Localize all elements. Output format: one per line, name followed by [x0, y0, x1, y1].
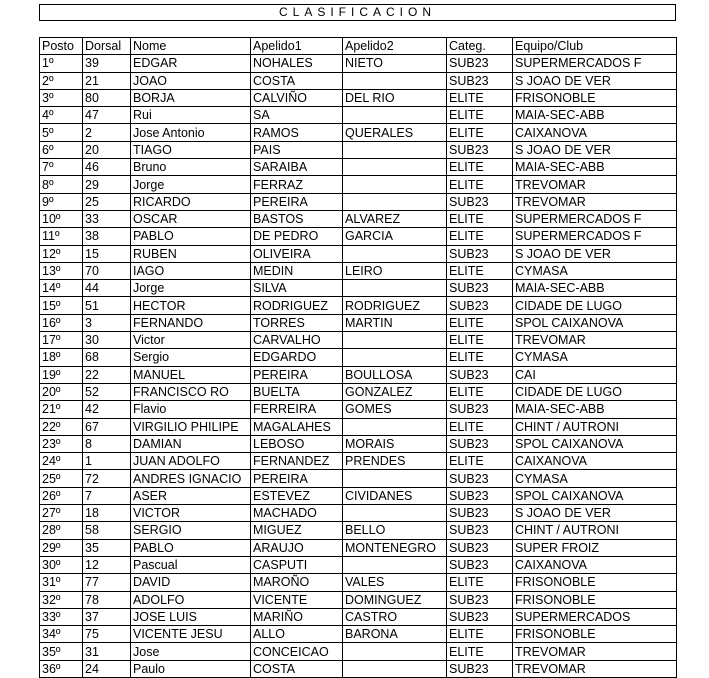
cell-nome: JUAN ADOLFO: [131, 453, 251, 470]
cell-equipo: FRISONOBLE: [513, 89, 677, 106]
cell-posto: 13º: [40, 262, 83, 279]
table-row: [40, 418, 677, 435]
cell-nome: PABLO: [131, 539, 251, 556]
cell-dorsal: 37: [83, 608, 131, 625]
table-row: [40, 574, 677, 591]
cell-posto: 22º: [40, 418, 83, 435]
cell-apelido2: VALES: [343, 574, 447, 591]
cell-equipo: SUPER FROIZ: [513, 539, 677, 556]
cell-dorsal: 31: [83, 643, 131, 660]
cell-nome: Jose Antonio: [131, 124, 251, 141]
cell-apelido1: MAGALAHES: [251, 418, 343, 435]
cell-equipo: SUPERMERCADOS F: [513, 55, 677, 72]
table-row: [40, 314, 677, 331]
cell-apelido2: DEL RIO: [343, 89, 447, 106]
cell-posto: 27º: [40, 505, 83, 522]
cell-nome: Flavio: [131, 401, 251, 418]
cell-categ: ELITE: [447, 107, 513, 124]
cell-categ: SUB23: [447, 366, 513, 383]
cell-dorsal: 80: [83, 89, 131, 106]
cell-apelido1: CONCEICAO: [251, 643, 343, 660]
cell-categ: ELITE: [447, 262, 513, 279]
table-row: [40, 453, 677, 470]
cell-apelido1: OLIVEIRA: [251, 245, 343, 262]
cell-apelido1: VICENTE: [251, 591, 343, 608]
cell-apelido1: PEREIRA: [251, 470, 343, 487]
cell-dorsal: 30: [83, 332, 131, 349]
cell-apelido1: PAIS: [251, 141, 343, 158]
cell-equipo: SPOL CAIXANOVA: [513, 314, 677, 331]
column-header: Nome: [131, 38, 251, 55]
cell-categ: ELITE: [447, 210, 513, 227]
cell-nome: FRANCISCO RO: [131, 383, 251, 400]
cell-equipo: S JOAO DE VER: [513, 72, 677, 89]
cell-posto: 34º: [40, 626, 83, 643]
cell-categ: ELITE: [447, 643, 513, 660]
cell-nome: VICTOR: [131, 505, 251, 522]
cell-categ: SUB23: [447, 141, 513, 158]
cell-posto: 9º: [40, 193, 83, 210]
cell-dorsal: 38: [83, 228, 131, 245]
cell-dorsal: 77: [83, 574, 131, 591]
table-row: [40, 159, 677, 176]
cell-posto: 24º: [40, 453, 83, 470]
cell-nome: Jose: [131, 643, 251, 660]
cell-dorsal: 42: [83, 401, 131, 418]
cell-apelido1: PEREIRA: [251, 366, 343, 383]
cell-categ: SUB23: [447, 470, 513, 487]
cell-nome: IAGO: [131, 262, 251, 279]
cell-apelido2: [343, 107, 447, 124]
cell-apelido1: COSTA: [251, 72, 343, 89]
table-row: [40, 349, 677, 366]
cell-nome: Paulo: [131, 660, 251, 677]
cell-apelido1: EDGARDO: [251, 349, 343, 366]
cell-dorsal: 7: [83, 487, 131, 504]
cell-nome: Pascual: [131, 556, 251, 573]
cell-dorsal: 51: [83, 297, 131, 314]
cell-equipo: TREVOMAR: [513, 643, 677, 660]
cell-apelido1: RODRIGUEZ: [251, 297, 343, 314]
table-row: [40, 556, 677, 573]
cell-nome: Rui: [131, 107, 251, 124]
cell-dorsal: 24: [83, 660, 131, 677]
cell-categ: SUB23: [447, 297, 513, 314]
cell-dorsal: 68: [83, 349, 131, 366]
table-row: [40, 608, 677, 625]
cell-apelido2: BELLO: [343, 522, 447, 539]
cell-apelido2: BOULLOSA: [343, 366, 447, 383]
cell-nome: JOAO: [131, 72, 251, 89]
column-header: Dorsal: [83, 38, 131, 55]
cell-posto: 19º: [40, 366, 83, 383]
cell-equipo: CYMASA: [513, 262, 677, 279]
cell-categ: ELITE: [447, 124, 513, 141]
cell-categ: ELITE: [447, 89, 513, 106]
cell-equipo: S JOAO DE VER: [513, 245, 677, 262]
cell-equipo: FRISONOBLE: [513, 626, 677, 643]
cell-dorsal: 47: [83, 107, 131, 124]
cell-posto: 2º: [40, 72, 83, 89]
table-row: [40, 89, 677, 106]
table-row: [40, 124, 677, 141]
cell-dorsal: 2: [83, 124, 131, 141]
cell-categ: ELITE: [447, 228, 513, 245]
cell-nome: RICARDO: [131, 193, 251, 210]
cell-apelido2: GOMES: [343, 401, 447, 418]
cell-nome: Bruno: [131, 159, 251, 176]
cell-equipo: TREVOMAR: [513, 660, 677, 677]
cell-apelido1: ALLO: [251, 626, 343, 643]
cell-nome: HECTOR: [131, 297, 251, 314]
table-row: [40, 401, 677, 418]
cell-apelido1: MIGUEZ: [251, 522, 343, 539]
table-row: [40, 660, 677, 677]
cell-apelido2: GARCIA: [343, 228, 447, 245]
cell-apelido1: MARIÑO: [251, 608, 343, 625]
cell-categ: ELITE: [447, 314, 513, 331]
cell-dorsal: 12: [83, 556, 131, 573]
cell-nome: RUBEN: [131, 245, 251, 262]
cell-apelido2: [343, 332, 447, 349]
cell-categ: SUB23: [447, 660, 513, 677]
cell-categ: ELITE: [447, 383, 513, 400]
table-row: [40, 141, 677, 158]
table-row: [40, 176, 677, 193]
cell-posto: 7º: [40, 159, 83, 176]
cell-dorsal: 52: [83, 383, 131, 400]
cell-posto: 15º: [40, 297, 83, 314]
cell-nome: BORJA: [131, 89, 251, 106]
cell-posto: 16º: [40, 314, 83, 331]
cell-apelido1: TORRES: [251, 314, 343, 331]
cell-dorsal: 72: [83, 470, 131, 487]
cell-apelido2: CASTRO: [343, 608, 447, 625]
cell-nome: SERGIO: [131, 522, 251, 539]
cell-categ: ELITE: [447, 349, 513, 366]
cell-apelido2: [343, 176, 447, 193]
table-row: [40, 297, 677, 314]
cell-apelido1: FERRAZ: [251, 176, 343, 193]
cell-categ: ELITE: [447, 418, 513, 435]
cell-equipo: CHINT / AUTRONI: [513, 418, 677, 435]
cell-categ: SUB23: [447, 435, 513, 452]
cell-apelido1: DE PEDRO: [251, 228, 343, 245]
cell-equipo: FRISONOBLE: [513, 591, 677, 608]
cell-apelido2: [343, 470, 447, 487]
cell-posto: 26º: [40, 487, 83, 504]
cell-categ: ELITE: [447, 626, 513, 643]
cell-apelido2: [343, 349, 447, 366]
cell-categ: SUB23: [447, 401, 513, 418]
cell-dorsal: 70: [83, 262, 131, 279]
cell-dorsal: 15: [83, 245, 131, 262]
cell-posto: 35º: [40, 643, 83, 660]
cell-categ: ELITE: [447, 176, 513, 193]
cell-posto: 17º: [40, 332, 83, 349]
cell-equipo: CYMASA: [513, 349, 677, 366]
cell-categ: SUB23: [447, 245, 513, 262]
cell-categ: SUB23: [447, 608, 513, 625]
cell-nome: DAVID: [131, 574, 251, 591]
cell-apelido1: FERNANDEZ: [251, 453, 343, 470]
cell-nome: Jorge: [131, 176, 251, 193]
cell-equipo: CAIXANOVA: [513, 453, 677, 470]
cell-dorsal: 29: [83, 176, 131, 193]
cell-nome: OSCAR: [131, 210, 251, 227]
cell-categ: SUB23: [447, 280, 513, 297]
cell-apelido1: ESTEVEZ: [251, 487, 343, 504]
cell-apelido2: CIVIDANES: [343, 487, 447, 504]
cell-posto: 6º: [40, 141, 83, 158]
cell-categ: SUB23: [447, 539, 513, 556]
cell-posto: 30º: [40, 556, 83, 573]
cell-nome: ADOLFO: [131, 591, 251, 608]
cell-dorsal: 58: [83, 522, 131, 539]
cell-posto: 3º: [40, 89, 83, 106]
cell-nome: DAMIAN: [131, 435, 251, 452]
table-row: [40, 210, 677, 227]
cell-posto: 25º: [40, 470, 83, 487]
table-row: [40, 626, 677, 643]
cell-equipo: FRISONOBLE: [513, 574, 677, 591]
cell-posto: 14º: [40, 280, 83, 297]
cell-dorsal: 46: [83, 159, 131, 176]
cell-apelido1: CALVIÑO: [251, 89, 343, 106]
cell-dorsal: 33: [83, 210, 131, 227]
cell-apelido1: SILVA: [251, 280, 343, 297]
cell-posto: 33º: [40, 608, 83, 625]
cell-dorsal: 22: [83, 366, 131, 383]
cell-posto: 4º: [40, 107, 83, 124]
cell-dorsal: 67: [83, 418, 131, 435]
cell-equipo: SUPERMERCADOS F: [513, 228, 677, 245]
cell-apelido2: PRENDES: [343, 453, 447, 470]
cell-nome: PABLO: [131, 228, 251, 245]
table-row: [40, 487, 677, 504]
cell-posto: 36º: [40, 660, 83, 677]
cell-categ: SUB23: [447, 556, 513, 573]
cell-apelido1: CASPUTI: [251, 556, 343, 573]
cell-categ: SUB23: [447, 522, 513, 539]
cell-apelido2: [343, 280, 447, 297]
cell-posto: 23º: [40, 435, 83, 452]
cell-equipo: CYMASA: [513, 470, 677, 487]
cell-dorsal: 21: [83, 72, 131, 89]
cell-equipo: SUPERMERCADOS F: [513, 210, 677, 227]
cell-apelido1: SARAIBA: [251, 159, 343, 176]
cell-dorsal: 18: [83, 505, 131, 522]
cell-apelido2: [343, 660, 447, 677]
cell-dorsal: 78: [83, 591, 131, 608]
table-body: [40, 55, 677, 678]
cell-apelido2: [343, 418, 447, 435]
cell-posto: 32º: [40, 591, 83, 608]
cell-apelido1: SA: [251, 107, 343, 124]
cell-nome: MANUEL: [131, 366, 251, 383]
table-row: [40, 245, 677, 262]
cell-posto: 20º: [40, 383, 83, 400]
cell-categ: SUB23: [447, 591, 513, 608]
cell-categ: ELITE: [447, 159, 513, 176]
cell-equipo: CHINT / AUTRONI: [513, 522, 677, 539]
cell-equipo: CIDADE DE LUGO: [513, 383, 677, 400]
column-header: Categ.: [447, 38, 513, 55]
cell-apelido2: GONZALEZ: [343, 383, 447, 400]
page-title: CLASIFICACION: [39, 4, 676, 21]
cell-categ: SUB23: [447, 487, 513, 504]
cell-apelido2: BARONA: [343, 626, 447, 643]
cell-posto: 18º: [40, 349, 83, 366]
cell-posto: 5º: [40, 124, 83, 141]
cell-dorsal: 3: [83, 314, 131, 331]
cell-apelido2: [343, 141, 447, 158]
cell-equipo: MAIA-SEC-ABB: [513, 107, 677, 124]
column-header: Equipo/Club: [513, 38, 677, 55]
cell-apelido1: BUELTA: [251, 383, 343, 400]
cell-dorsal: 39: [83, 55, 131, 72]
cell-equipo: CAIXANOVA: [513, 556, 677, 573]
cell-posto: 31º: [40, 574, 83, 591]
cell-posto: 8º: [40, 176, 83, 193]
cell-equipo: MAIA-SEC-ABB: [513, 280, 677, 297]
cell-dorsal: 35: [83, 539, 131, 556]
cell-apelido2: [343, 556, 447, 573]
cell-apelido2: [343, 193, 447, 210]
table-row: [40, 366, 677, 383]
cell-posto: 28º: [40, 522, 83, 539]
cell-posto: 1º: [40, 55, 83, 72]
table-row: [40, 539, 677, 556]
cell-categ: SUB23: [447, 505, 513, 522]
cell-apelido1: PEREIRA: [251, 193, 343, 210]
table-row: [40, 435, 677, 452]
cell-equipo: MAIA-SEC-ABB: [513, 159, 677, 176]
cell-equipo: SPOL CAIXANOVA: [513, 487, 677, 504]
cell-apelido1: FERREIRA: [251, 401, 343, 418]
cell-apelido2: ALVAREZ: [343, 210, 447, 227]
table-row: [40, 107, 677, 124]
cell-categ: ELITE: [447, 574, 513, 591]
table-row: [40, 280, 677, 297]
table-row: [40, 262, 677, 279]
cell-nome: JOSE LUIS: [131, 608, 251, 625]
cell-dorsal: 44: [83, 280, 131, 297]
cell-apelido2: QUERALES: [343, 124, 447, 141]
cell-posto: 12º: [40, 245, 83, 262]
cell-apelido2: [343, 505, 447, 522]
cell-posto: 29º: [40, 539, 83, 556]
table-row: [40, 591, 677, 608]
cell-apelido1: RAMOS: [251, 124, 343, 141]
cell-apelido2: NIETO: [343, 55, 447, 72]
cell-equipo: TREVOMAR: [513, 193, 677, 210]
table-row: [40, 55, 677, 72]
cell-nome: TIAGO: [131, 141, 251, 158]
cell-nome: Sergio: [131, 349, 251, 366]
cell-dorsal: 75: [83, 626, 131, 643]
table-row: [40, 228, 677, 245]
cell-categ: SUB23: [447, 72, 513, 89]
cell-apelido2: RODRIGUEZ: [343, 297, 447, 314]
cell-categ: ELITE: [447, 332, 513, 349]
table-header-row: [40, 38, 677, 55]
column-header: Apelido2: [343, 38, 447, 55]
table-row: [40, 505, 677, 522]
cell-apelido2: LEIRO: [343, 262, 447, 279]
cell-categ: ELITE: [447, 453, 513, 470]
cell-dorsal: 8: [83, 435, 131, 452]
cell-dorsal: 25: [83, 193, 131, 210]
cell-apelido2: DOMINGUEZ: [343, 591, 447, 608]
cell-equipo: S JOAO DE VER: [513, 141, 677, 158]
table-row: [40, 193, 677, 210]
cell-apelido1: MEDIN: [251, 262, 343, 279]
cell-nome: ANDRES IGNACIO: [131, 470, 251, 487]
cell-apelido1: LEBOSO: [251, 435, 343, 452]
cell-dorsal: 20: [83, 141, 131, 158]
cell-equipo: CAIXANOVA: [513, 124, 677, 141]
cell-equipo: CAI: [513, 366, 677, 383]
cell-apelido2: MONTENEGRO: [343, 539, 447, 556]
cell-categ: SUB23: [447, 55, 513, 72]
table-row: [40, 470, 677, 487]
column-header: Apelido1: [251, 38, 343, 55]
cell-apelido2: [343, 245, 447, 262]
cell-apelido1: ARAUJO: [251, 539, 343, 556]
cell-nome: FERNANDO: [131, 314, 251, 331]
cell-apelido2: [343, 72, 447, 89]
table-row: [40, 332, 677, 349]
cell-apelido1: MACHADO: [251, 505, 343, 522]
cell-nome: VICENTE JESU: [131, 626, 251, 643]
table-row: [40, 383, 677, 400]
cell-posto: 21º: [40, 401, 83, 418]
cell-nome: Jorge: [131, 280, 251, 297]
cell-apelido1: NOHALES: [251, 55, 343, 72]
cell-equipo: S JOAO DE VER: [513, 505, 677, 522]
cell-apelido1: COSTA: [251, 660, 343, 677]
cell-posto: 10º: [40, 210, 83, 227]
cell-apelido1: BASTOS: [251, 210, 343, 227]
cell-nome: Victor: [131, 332, 251, 349]
cell-nome: EDGAR: [131, 55, 251, 72]
cell-equipo: CIDADE DE LUGO: [513, 297, 677, 314]
cell-nome: ASER: [131, 487, 251, 504]
classification-table: [39, 37, 677, 678]
cell-posto: 11º: [40, 228, 83, 245]
cell-equipo: MAIA-SEC-ABB: [513, 401, 677, 418]
table-row: [40, 522, 677, 539]
cell-dorsal: 1: [83, 453, 131, 470]
cell-apelido1: MAROÑO: [251, 574, 343, 591]
cell-apelido1: CARVALHO: [251, 332, 343, 349]
cell-equipo: SPOL CAIXANOVA: [513, 435, 677, 452]
cell-equipo: SUPERMERCADOS: [513, 608, 677, 625]
cell-nome: VIRGILIO PHILIPE: [131, 418, 251, 435]
cell-apelido2: [343, 159, 447, 176]
column-header: Posto: [40, 38, 83, 55]
cell-apelido2: MORAIS: [343, 435, 447, 452]
cell-equipo: TREVOMAR: [513, 176, 677, 193]
cell-apelido2: MARTIN: [343, 314, 447, 331]
table-row: [40, 72, 677, 89]
cell-equipo: TREVOMAR: [513, 332, 677, 349]
cell-categ: SUB23: [447, 193, 513, 210]
